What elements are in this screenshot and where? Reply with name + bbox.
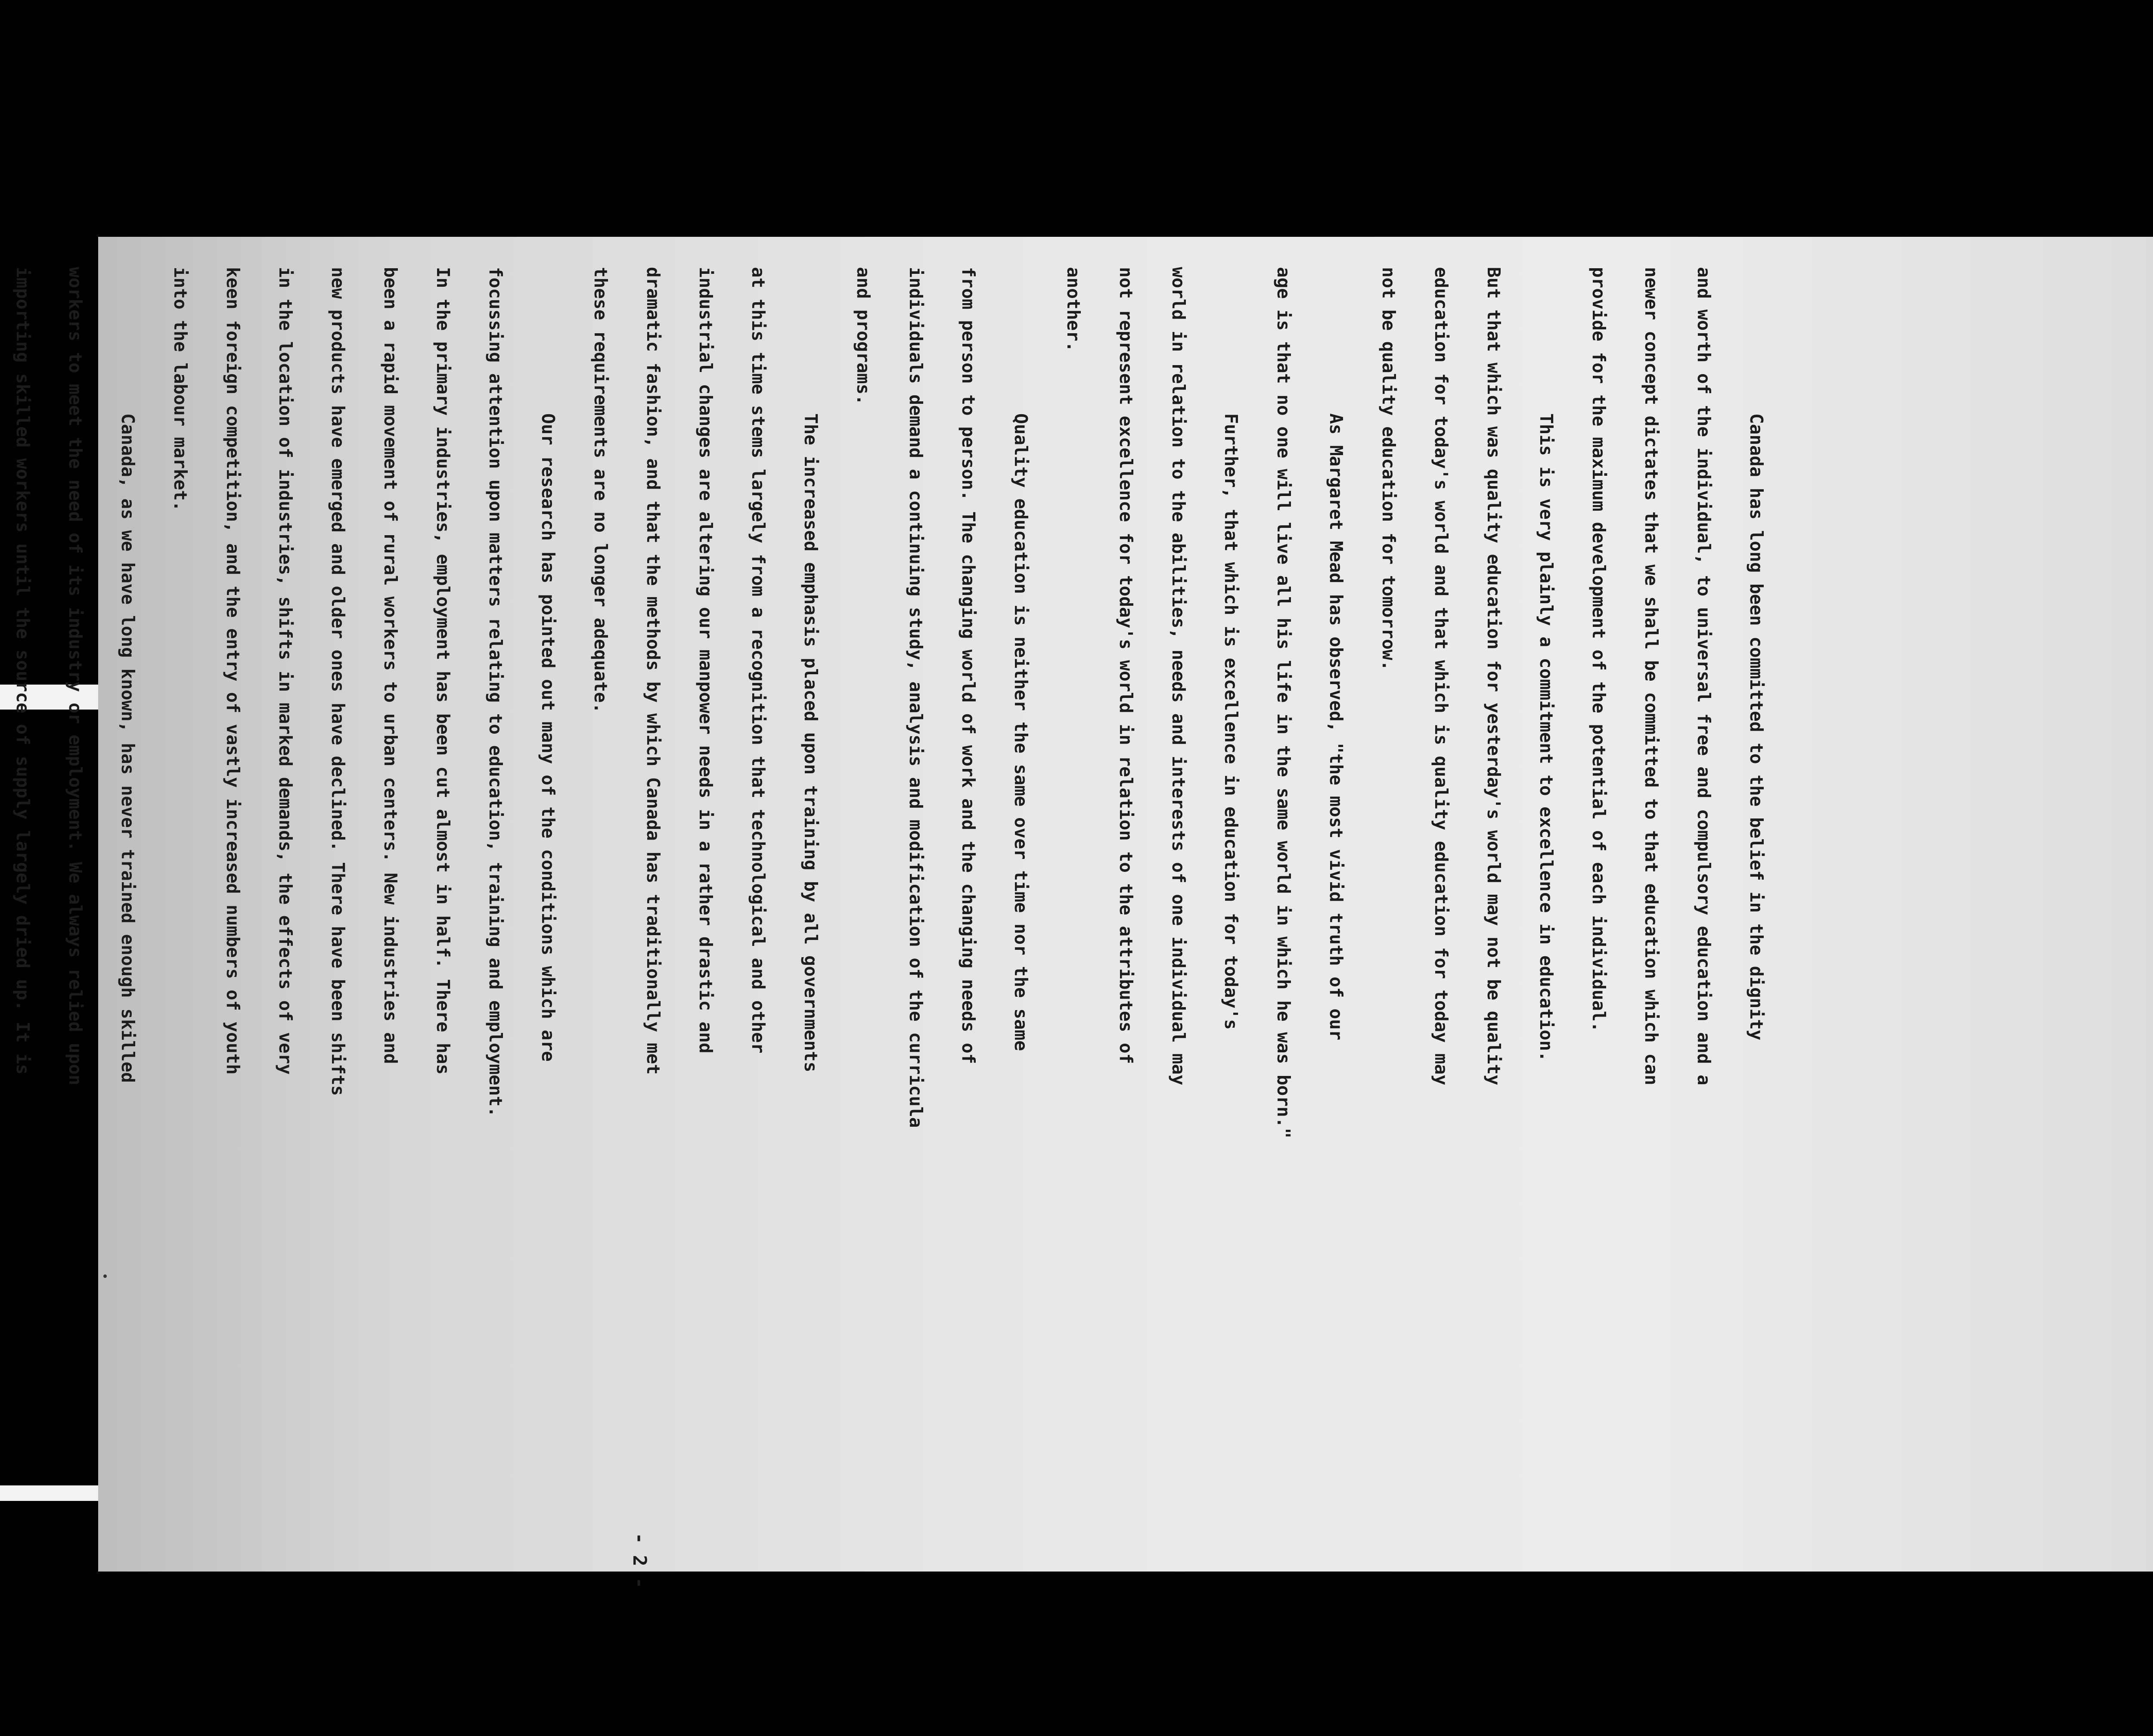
text-line: been a rapid movement of rural workers to urban centers. New industries and: [380, 267, 401, 1064]
paragraph-3: [1257, 267, 1362, 1395]
text-line: Our research has pointed out many of the conditions which are: [538, 413, 558, 1062]
text-line: and programs.: [853, 267, 874, 405]
text-line: newer concept dictates that we shall be committed to that education which can: [1641, 267, 1662, 1085]
text-line: provide for the maximum development of the potential of each individual.: [1588, 267, 1609, 1032]
text-line: keen foreign competition, and the entry of vastly increased numbers of youth: [223, 267, 243, 1075]
text-line: from person to person. The changing world of work and the changing needs of: [958, 267, 979, 1064]
text-line: individuals demand a continuing study, analysis and modification of the curricula: [906, 267, 926, 1128]
paragraph-2: [1362, 267, 1573, 1395]
page-number: - 2 -: [629, 1533, 650, 1589]
film-strip-bottom: [0, 1485, 100, 1501]
paragraph-4: [1047, 267, 1257, 1395]
text-line: But that which was quality education for yesterday's world may not be quality: [1483, 267, 1504, 1085]
text-line: Canada, as we have long known, has never trained enough skilled: [118, 413, 138, 1083]
text-line: Quality education is neither the same over time nor the same: [1011, 413, 1031, 1051]
text-line: new products have emerged and older ones have declined. There have been shifts: [328, 267, 348, 1096]
paragraph-6: [574, 267, 837, 1395]
page-body: [0, 250, 1783, 1412]
text-line: workers to meet the need of its industry or employment. We always relied upon: [65, 267, 86, 1085]
text-line: another.: [1063, 267, 1084, 352]
text-line: importing skilled workers until the source of supply largely dried up. It is: [12, 267, 33, 1075]
text-line: in the location of industries, shifts in marked demands, the effects of very: [275, 267, 296, 1075]
text-line: This is very plainly a commitment to excellence in education.: [1536, 413, 1557, 1062]
text-line: industrial changes are altering our manpower needs in a rather drastic and: [695, 267, 716, 1054]
text-line: Further, that which is excellence in education for today's: [1221, 413, 1241, 1030]
text-line: at this time stems largely from a recognition that technological and other: [748, 267, 769, 1054]
text-line: In the primary industries, employment has been cut almost in half. There has: [433, 267, 453, 1075]
text-line: not be quality education for tomorrow.: [1378, 267, 1399, 671]
paragraph-1: [1573, 267, 1783, 1395]
text-line: dramatic fashion, and that the methods by which Canada has traditionally met: [643, 267, 664, 1075]
text-line: Canada has long been committed to the belief in the dignity: [1746, 413, 1767, 1041]
paragraph-5: [837, 267, 1047, 1395]
text-line: education for today's world and that which is quality education for today may: [1431, 267, 1452, 1085]
text-line: The increased emphasis placed upon training by all governments: [800, 413, 821, 1073]
text-line: As Margaret Mead has observed, "the most vivid truth of our: [1326, 413, 1346, 1041]
text-line: focussing attention upon matters relating to education, training and employment.: [485, 267, 506, 1117]
text-line: and worth of the individual, to universal free and compulsory education and a: [1694, 267, 1714, 1085]
text-line: into the labour market.: [170, 267, 191, 512]
text-line: not represent excellence for today's world in relation to the attributes of: [1116, 267, 1136, 1064]
text-line: world in relation to the abilities, needs and interests of one individual may: [1168, 267, 1189, 1085]
paragraph-7: [154, 267, 574, 1395]
text-line: these requirements are no longer adequate.: [590, 267, 611, 713]
text-line: age is that no one will live all his life in the same world in which he was born.": [1273, 267, 1294, 1139]
paragraph-8: [0, 267, 154, 1395]
